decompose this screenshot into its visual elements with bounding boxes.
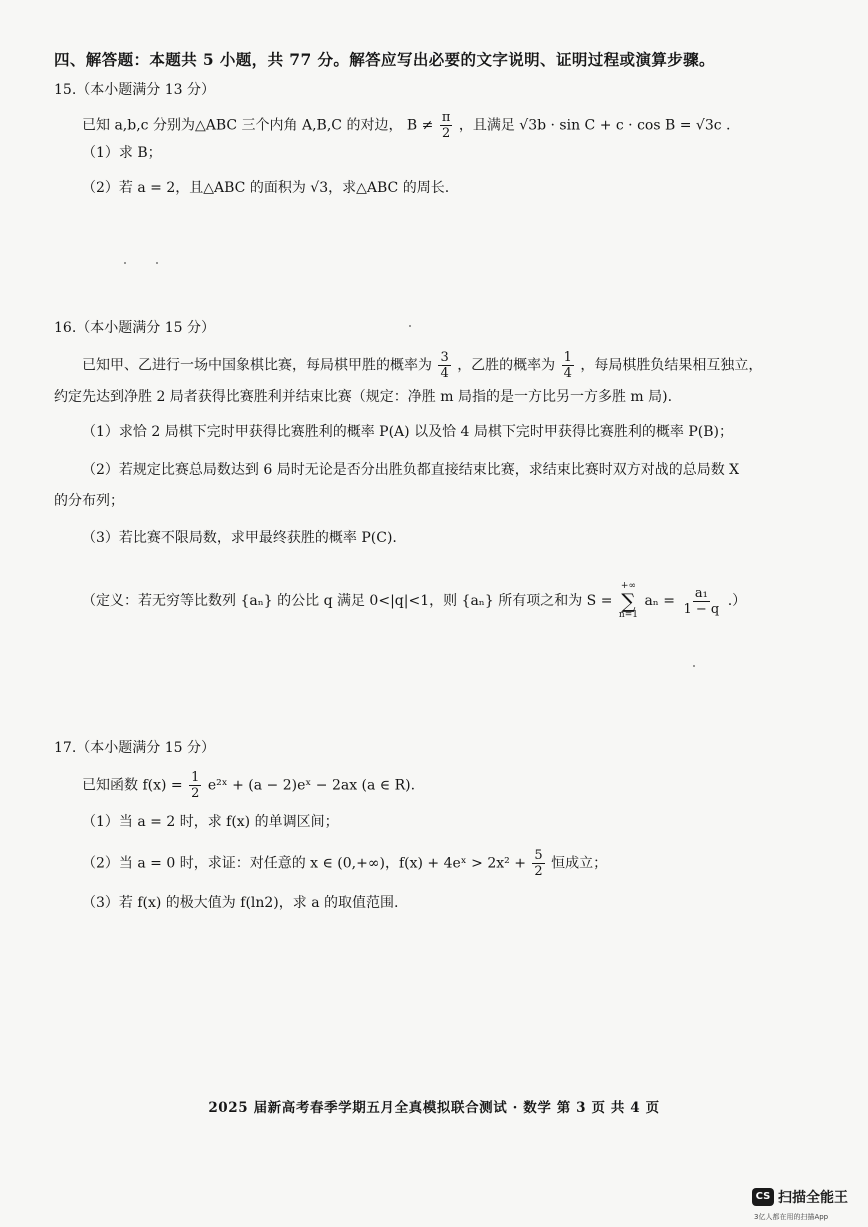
- q16-f2-den: 4: [563, 366, 572, 381]
- q16-frac-3-4: [438, 350, 450, 381]
- q17-half-den: 2: [191, 786, 200, 801]
- q16-part2-line1: （2）若规定比赛总局数达到 6 局时无论是否分出胜负都直接结束比赛，求结束比赛时双方对战的总局数 X: [82, 462, 740, 478]
- q16-definition: [82, 582, 746, 620]
- watermark-subtitle: 3亿人都在用的扫描App: [754, 1213, 829, 1221]
- section-title: 四、解答题：本题共 5 小题，共 77 分。解答应写出必要的文字说明、证明过程或演算步骤。: [54, 50, 715, 69]
- q16-sum-symbol: [619, 582, 638, 620]
- q16-def-num: a₁: [694, 585, 708, 601]
- scan-speck: [156, 262, 158, 264]
- q15-pi: π: [441, 110, 451, 125]
- q16-stem-b: ，乙胜的概率为: [457, 357, 556, 374]
- q15-stem: [82, 110, 730, 141]
- q17-part2-a: （2）当 a = 0 时，求证：对任意的 x ∈ (0,+∞)，f(x) + 4eˣ > 2x² +: [82, 855, 526, 872]
- q15-part2: （2）若 a = 2，且△ABC 的面积为 √3，求△ABC 的周长.: [82, 180, 450, 196]
- q16-stem-line2: 约定先达到净胜 2 局者获得比赛胜利并结束比赛（规定：净胜 m 局指的是一方比另一方多胜 m 局).: [54, 389, 673, 405]
- q17-five-den: 2: [534, 864, 543, 879]
- q16-part2-line2: 的分布列；: [54, 493, 124, 509]
- q15-stem-b: ，且满足 √3b · sin C + c · cos B = √3c .: [458, 117, 731, 134]
- q16-stem-line1: [82, 350, 762, 381]
- q15-stem-a: 已知 a,b,c 分别为△ABC 三个内角 A,B,C 的对边，: [82, 117, 403, 134]
- q16-header: 16.（本小题满分 15 分）: [54, 320, 215, 336]
- q15-part1: （1）求 B；: [82, 145, 162, 161]
- q17-frac-5-2: [532, 848, 544, 879]
- q16-stem-a: 已知甲、乙进行一场中国象棋比赛，每局棋甲胜的概率为: [82, 357, 432, 374]
- scan-speck: [124, 262, 126, 264]
- q17-part3: （3）若 f(x) 的极大值为 f(ln2)，求 a 的取值范围.: [82, 895, 399, 911]
- q16-f2-num: 1: [563, 350, 572, 365]
- q16-frac-1-4: [562, 350, 574, 381]
- q16-f1-num: 3: [440, 350, 449, 365]
- q15-header: 15.（本小题满分 13 分）: [54, 82, 215, 98]
- cs-logo-icon: CS: [752, 1188, 774, 1206]
- q16-def-den: 1 − q: [683, 601, 720, 617]
- watermark-name: 扫描全能王: [778, 1190, 848, 1206]
- q17-part2-b: 恒成立；: [551, 855, 608, 872]
- q17-part1: （1）当 a = 2 时，求 f(x) 的单调区间；: [82, 814, 339, 830]
- q16-sum-term: aₙ =: [644, 593, 676, 609]
- q17-stem-b: e²ˣ + (a − 2)eˣ − 2ax (a ∈ R).: [207, 777, 416, 794]
- q15-two: 2: [441, 126, 451, 141]
- page-footer: 2025 届新高考春季学期五月全真模拟联合测试 · 数学 第 3 页 共 4 页: [208, 1100, 660, 1116]
- q16-part1: （1）求恰 2 局棋下完时甲获得比赛胜利的概率 P(A) 以及恰 4 局棋下完时甲获得比赛胜利的概率 P(B)；: [82, 424, 733, 440]
- q16-f1-den: 4: [440, 366, 449, 381]
- q17-stem-a: 已知函数 f(x) =: [82, 777, 183, 794]
- q17-part2: [82, 848, 607, 879]
- q16-def-fraction: [681, 586, 721, 617]
- scan-speck: [409, 325, 411, 327]
- q17-header: 17.（本小题满分 15 分）: [54, 740, 215, 756]
- scan-speck: [693, 665, 695, 667]
- q15-cond-b: B ≠: [406, 117, 434, 134]
- q17-frac-half: [189, 770, 201, 801]
- q16-sum-sigma: ∑: [621, 589, 636, 613]
- q16-sum-bottom: n=1: [618, 610, 638, 620]
- q16-def-end: .）: [727, 593, 747, 609]
- q16-sum-top: +∞: [620, 581, 636, 591]
- q16-stem-c: ，每局棋胜负结果相互独立，: [580, 357, 763, 374]
- q15-pi-over-2: [440, 110, 453, 141]
- q17-stem: [82, 770, 415, 801]
- q16-def-a: （定义：若无穷等比数列 {aₙ} 的公比 q 满足 0<|q|<1，则 {aₙ} 所有项之和为 S =: [82, 593, 613, 609]
- q17-half-num: 1: [191, 770, 200, 785]
- q17-five-num: 5: [534, 848, 543, 863]
- q16-part3: （3）若比赛不限局数，求甲最终获胜的概率 P(C).: [82, 530, 397, 546]
- scanner-watermark: [752, 1186, 860, 1224]
